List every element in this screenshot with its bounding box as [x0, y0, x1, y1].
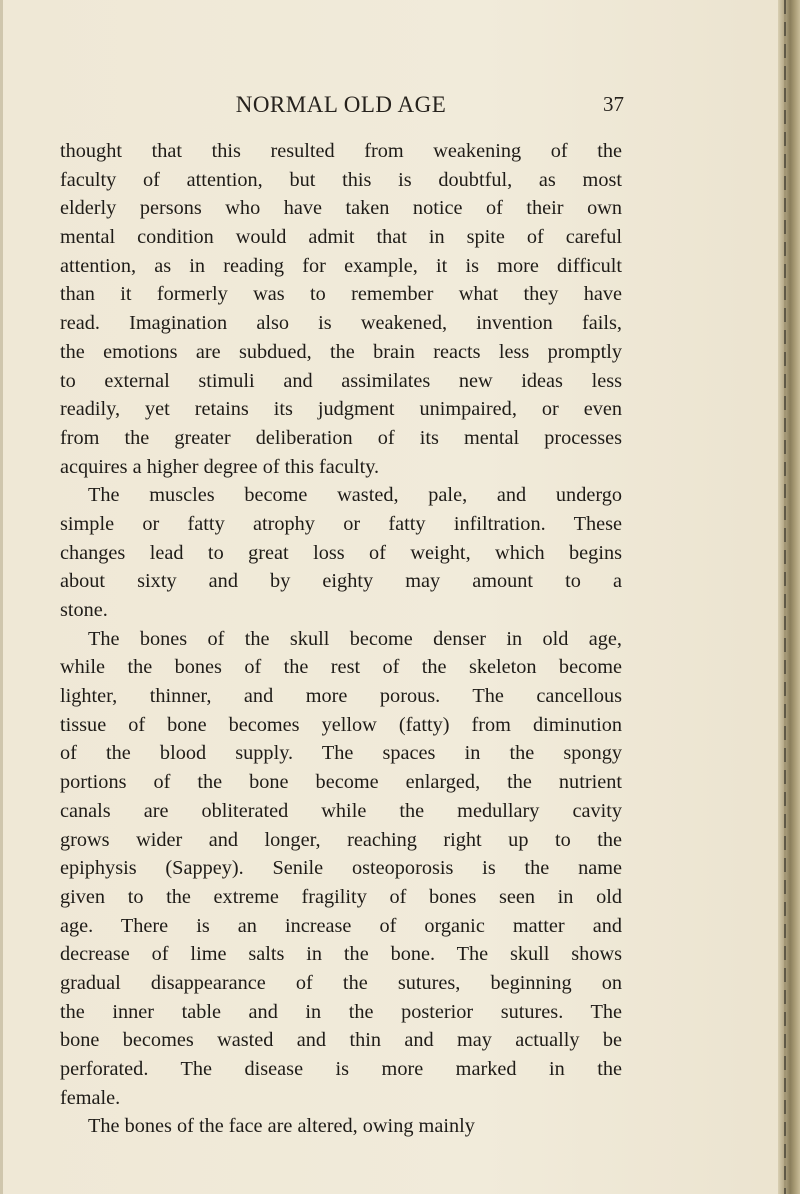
text-line: age. There is an increase of organic matter and [60, 914, 622, 937]
text-line: faculty of attention, but this is doubtful, as most [60, 168, 622, 191]
running-title: NORMAL OLD AGE [235, 92, 447, 117]
page-left-edge [0, 0, 3, 1194]
text-line: from the greater deliberation of its mental processes [60, 426, 622, 449]
text-line: mental condition would admit that in spite of careful [60, 226, 622, 249]
text-line: readily, yet retains its judgment unimpaired, or even [60, 398, 622, 421]
text-line: gradual disappearance of the sutures, beginning on [60, 971, 622, 994]
text-line: acquires a higher degree of this faculty. [60, 455, 380, 478]
text-line: read. Imagination also is weakened, invention fails, [60, 312, 622, 335]
text-line: The bones of the face are altered, owing mainly [88, 1115, 475, 1138]
text-line: than it formerly was to remember what they have [60, 283, 622, 306]
text-line: The bones of the skull become denser in old age, [88, 627, 622, 650]
page-number: 37 [603, 92, 624, 116]
text-line: portions of the bone become enlarged, the nutrient [60, 771, 622, 794]
body-text [60, 137, 622, 1141]
text-line: while the bones of the rest of the skeleton become [60, 656, 622, 679]
text-line: the inner table and in the posterior sutures. The [60, 1000, 622, 1023]
text-line: attention, as in reading for example, it is more difficult [60, 254, 622, 277]
text-line: female. [60, 1086, 121, 1109]
text-line: tissue of bone becomes yellow (fatty) from diminution [60, 713, 622, 736]
text-line: lighter, thinner, and more porous. The cancellous [60, 685, 622, 708]
text-line: The muscles become wasted, pale, and undergo [88, 484, 622, 507]
book-fore-edge [778, 0, 800, 1194]
text-line: thought that this resulted from weakening of the [60, 140, 622, 162]
text-line: the emotions are subdued, the brain reacts less promptly [60, 340, 622, 363]
text-line: given to the extreme fragility of bones seen in old [60, 885, 622, 908]
text-line: elderly persons who have taken notice of their own [60, 197, 622, 220]
text-line: perforated. The disease is more marked in the [60, 1058, 622, 1080]
text-line: about sixty and by eighty may amount to a [60, 570, 622, 593]
text-line: bone becomes wasted and thin and may actually be [60, 1029, 622, 1052]
text-line: canals are obliterated while the medullary cavity [60, 799, 622, 822]
text-line: to external stimuli and assimilates new ideas less [60, 369, 622, 392]
text-line: decrease of lime salts in the bone. The skull shows [60, 943, 622, 966]
text-line: epiphysis (Sappey). Senile osteoporosis is the name [60, 857, 622, 880]
text-line: changes lead to great loss of weight, which begins [60, 541, 622, 564]
text-line: stone. [60, 599, 108, 621]
text-line: of the blood supply. The spaces in the spongy [60, 742, 622, 765]
text-line: simple or fatty atrophy or fatty infiltration. These [60, 512, 622, 535]
text-line: grows wider and longer, reaching right up to the [60, 828, 622, 851]
running-head [60, 92, 622, 122]
